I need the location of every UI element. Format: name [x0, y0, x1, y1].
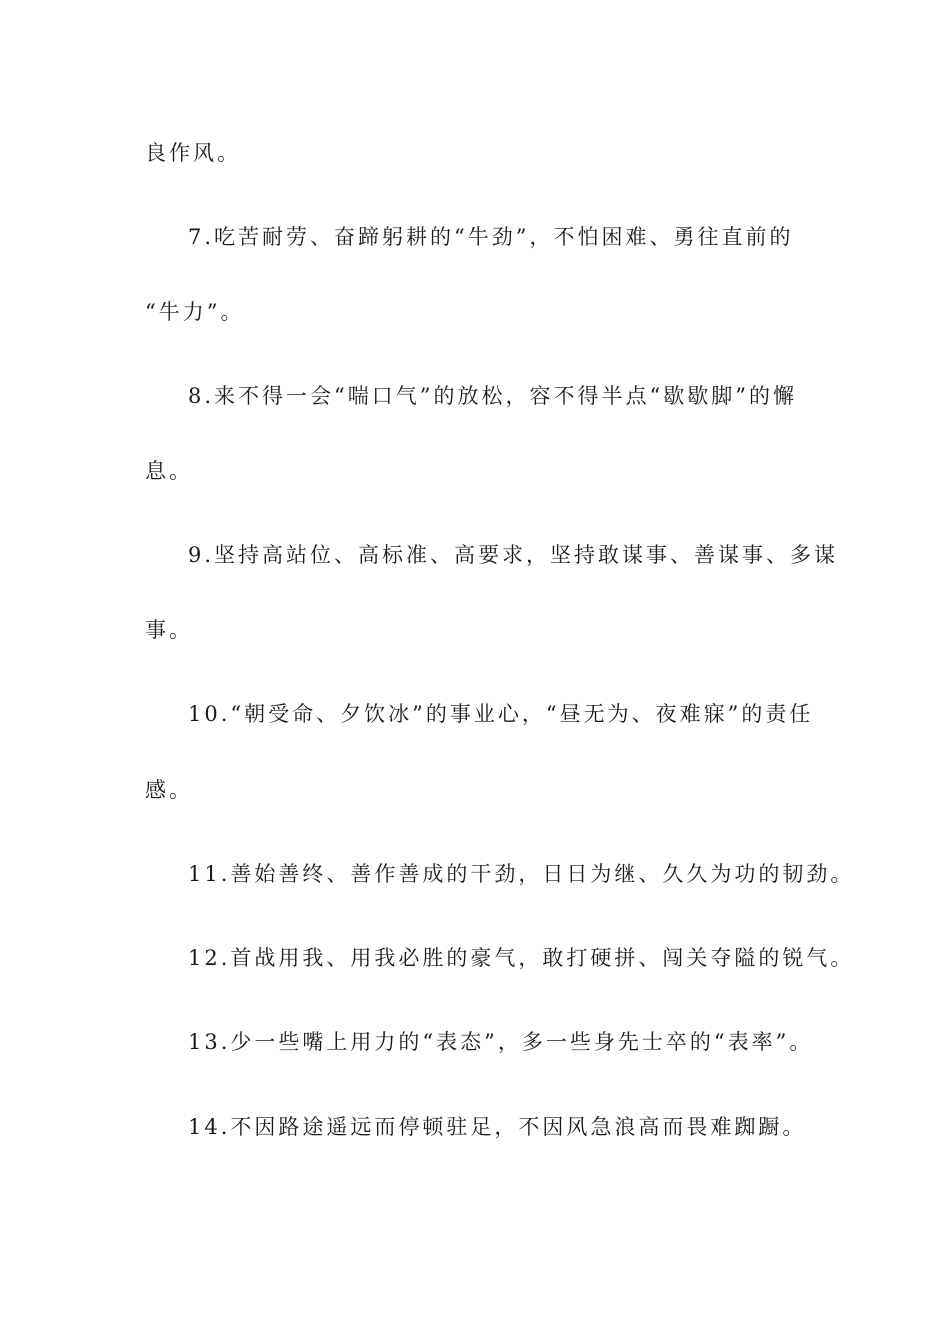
list-item-8-continuation: 息。 [145, 459, 193, 483]
list-item-9-continuation: 事。 [145, 618, 193, 642]
list-item-7-continuation: “牛力”。 [145, 300, 245, 324]
text-line-continuation: 良作风。 [145, 141, 241, 165]
list-item-8: 8.来不得一会“喘口气”的放松，容不得半点“歇歇脚”的懈 [188, 384, 797, 408]
list-item-7: 7.吃苦耐劳、奋蹄躬耕的“牛劲”，不怕困难、勇往直前的 [188, 225, 794, 249]
list-item-13: 13.少一些嘴上用力的“表态”，多一些身先士卒的“表率”。 [188, 1030, 814, 1054]
list-item-11: 11.善始善终、善作善成的干劲，日日为继、久久为功的韧劲。 [188, 862, 855, 886]
list-item-10: 10.“朝受命、夕饮冰”的事业心，“昼无为、夜难寐”的责任 [188, 702, 814, 726]
list-item-14: 14.不因路途遥远而停顿驻足，不因风急浪高而畏难踟蹰。 [188, 1115, 807, 1139]
list-item-9: 9.坚持高站位、高标准、高要求，坚持敢谋事、善谋事、多谋 [188, 543, 839, 567]
list-item-10-continuation: 感。 [145, 778, 193, 802]
list-item-12: 12.首战用我、用我必胜的豪气，敢打硬拼、闯关夺隘的锐气。 [188, 946, 855, 970]
